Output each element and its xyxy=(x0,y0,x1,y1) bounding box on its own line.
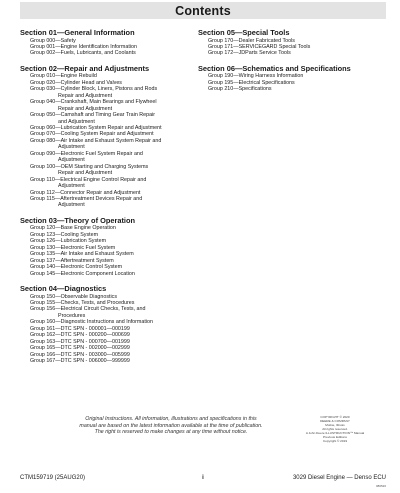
group-label: Group 171—SERVICEGARD Special Tools xyxy=(208,43,311,50)
group-label: Group 135—Air Intake and Exhaust System xyxy=(30,251,134,258)
group-label: Group 100—OEM Starting and Charging Systems xyxy=(30,163,149,170)
manual-title: 3029 Diesel Engine — Denso ECU xyxy=(292,475,386,481)
group-label: Group 155—Checks, Tests, and Procedures xyxy=(30,299,135,306)
toc-group-entry[interactable] xyxy=(20,86,198,99)
section-title[interactable]: Section 03—Theory of Operation xyxy=(20,215,135,225)
group-label-continuation: Repair and Adjustment xyxy=(58,105,113,112)
group-label: Group 123—Cooling System xyxy=(30,231,99,238)
copyright-line: DEERE & COMPANY xyxy=(320,419,350,423)
section-title[interactable]: Section 06—Schematics and Specifications xyxy=(198,63,351,73)
copyright-line: COPYRIGHT © 2020 xyxy=(320,415,350,419)
group-label: Group 110—Electrical Engine Control Repair and xyxy=(30,176,147,183)
group-label-continuation: Adjustment xyxy=(58,144,85,151)
group-label: Group 156—Electrical Circuit Checks, Tests, and xyxy=(30,306,146,313)
group-label: Group 161—DTC SPN - 000001—000199 xyxy=(30,325,130,332)
copyright-line: A John Deere ILLUSTRUCTION™ Manual xyxy=(305,431,365,435)
group-label: Group 080—Air Intake and Exhaust System Repair and xyxy=(30,137,162,144)
notice-line: The right is reserved to make changes at any time without notice. xyxy=(94,429,248,436)
toc-section xyxy=(198,28,388,57)
toc-group-entry[interactable] xyxy=(20,196,198,209)
section-title[interactable]: Section 05—Special Tools xyxy=(198,28,290,37)
toc-section xyxy=(20,284,198,364)
group-label-continuation: Adjustment xyxy=(58,157,85,164)
group-label-continuation: Repair and Adjustment xyxy=(58,92,113,99)
toc-group-entry[interactable] xyxy=(20,50,198,56)
group-label: Group 126—Lubrication System xyxy=(30,238,107,245)
group-label: Group 195—Electrical Specifications xyxy=(208,79,295,86)
group-label: Group 020—Cylinder Head and Valves xyxy=(30,79,122,86)
group-label: Group 190—Wiring Harness Information xyxy=(208,73,304,80)
group-label: Group 001—Engine Identification Information xyxy=(30,43,137,50)
section-title[interactable]: Section 01—General Information xyxy=(20,28,135,37)
toc-group-entry[interactable] xyxy=(20,151,198,164)
group-label: Group 172—JDParts Service Tools xyxy=(208,50,291,57)
copyright-line: Moline, Illinois xyxy=(325,423,345,427)
toc-section xyxy=(20,28,198,57)
page-number: i xyxy=(202,475,204,481)
toc-section xyxy=(20,64,198,209)
toc-group-entry[interactable] xyxy=(20,138,198,151)
toc-group-entry[interactable] xyxy=(20,112,198,125)
copyright-line: All rights reserved. xyxy=(322,427,348,431)
group-label-continuation: Procedures xyxy=(58,312,86,319)
group-label: Group 145—Electronic Component Location xyxy=(30,270,135,277)
page-title: Contents xyxy=(175,3,231,18)
legal-notice xyxy=(40,416,302,436)
group-label: Group 060—Lubrication System Repair and Adjustment xyxy=(30,124,162,131)
group-label: Group 112—Connector Repair and Adjustment xyxy=(30,189,141,196)
group-label: Group 040—Crankshaft, Main Bearings and Flywheel xyxy=(30,99,157,106)
toc-section xyxy=(20,216,198,277)
document-id: CTM159719 (25AUG20) xyxy=(20,475,86,481)
group-label: Group 162—DTC SPN - 000200—000699 xyxy=(30,332,130,339)
toc-left-column xyxy=(20,28,198,371)
footer-code: 080520 xyxy=(375,484,386,488)
toc-group-entry[interactable] xyxy=(20,306,198,319)
copyright-line: Previous Editions xyxy=(323,435,347,439)
group-label: Group 160—Diagnostic Instructions and Information xyxy=(30,319,153,326)
group-label: Group 210—Specifications xyxy=(208,86,272,93)
copyright-line: Copyright © 2019 xyxy=(322,439,348,443)
group-label: Group 140—Electronic Control System xyxy=(30,264,123,271)
group-label: Group 115—Aftertreatment Devices Repair and xyxy=(30,195,143,202)
group-label: Group 150—Observable Diagnostics xyxy=(30,293,118,300)
contents-title-bar xyxy=(20,2,386,19)
group-label: Group 090—Electronic Fuel System Repair and xyxy=(30,150,143,157)
toc-group-entry[interactable] xyxy=(20,271,198,277)
group-label: Group 070—Cooling System Repair and Adjustment xyxy=(30,131,154,138)
notice-line: manual are based on the latest information available at the time of publication. xyxy=(79,422,263,429)
notice-line: Original Instructions. All information, illustrations and specifications in this xyxy=(85,416,257,422)
group-label: Group 163—DTC SPN - 000700—001999 xyxy=(30,338,130,345)
toc-group-entry[interactable] xyxy=(20,177,198,190)
group-label: Group 000—Safety xyxy=(30,37,76,44)
group-label: Group 010—Engine Rebuild xyxy=(30,73,97,80)
group-label: Group 166—DTC SPN - 003000—005999 xyxy=(30,351,130,358)
toc-right-column xyxy=(198,28,388,100)
toc-group-entry[interactable] xyxy=(198,86,388,92)
toc-group-entry[interactable] xyxy=(20,358,198,364)
group-label-continuation: Adjustment xyxy=(58,202,85,209)
toc-group-entry[interactable] xyxy=(20,164,198,177)
section-title[interactable]: Section 04—Diagnostics xyxy=(20,284,107,293)
section-title[interactable]: Section 02—Repair and Adjustments xyxy=(20,63,150,73)
group-label: Group 050—Camshaft and Timing Gear Train Repair xyxy=(30,112,156,119)
group-label-continuation: and Adjustment xyxy=(58,118,95,125)
group-label: Group 137—Aftertreatment System xyxy=(30,257,114,264)
group-label: Group 170—Dealer Fabricated Tools xyxy=(208,37,295,44)
group-label-continuation: Repair and Adjustment xyxy=(58,170,113,177)
group-label-continuation: Adjustment xyxy=(58,183,85,190)
toc-group-entry[interactable] xyxy=(198,50,388,56)
copyright-block xyxy=(300,415,370,443)
group-label: Group 030—Cylinder Block, Liners, Pistons and Rods xyxy=(30,86,158,93)
group-label: Group 130—Electronic Fuel System xyxy=(30,244,116,251)
toc-section xyxy=(198,64,388,93)
group-label: Group 002—Fuels, Lubricants, and Coolants xyxy=(30,50,136,57)
group-label: Group 120—Base Engine Operation xyxy=(30,225,116,232)
group-label: Group 165—DTC SPN - 002000—002999 xyxy=(30,345,130,352)
group-label: Group 167—DTC SPN - 006000—999999 xyxy=(30,358,130,365)
toc-group-entry[interactable] xyxy=(20,99,198,112)
